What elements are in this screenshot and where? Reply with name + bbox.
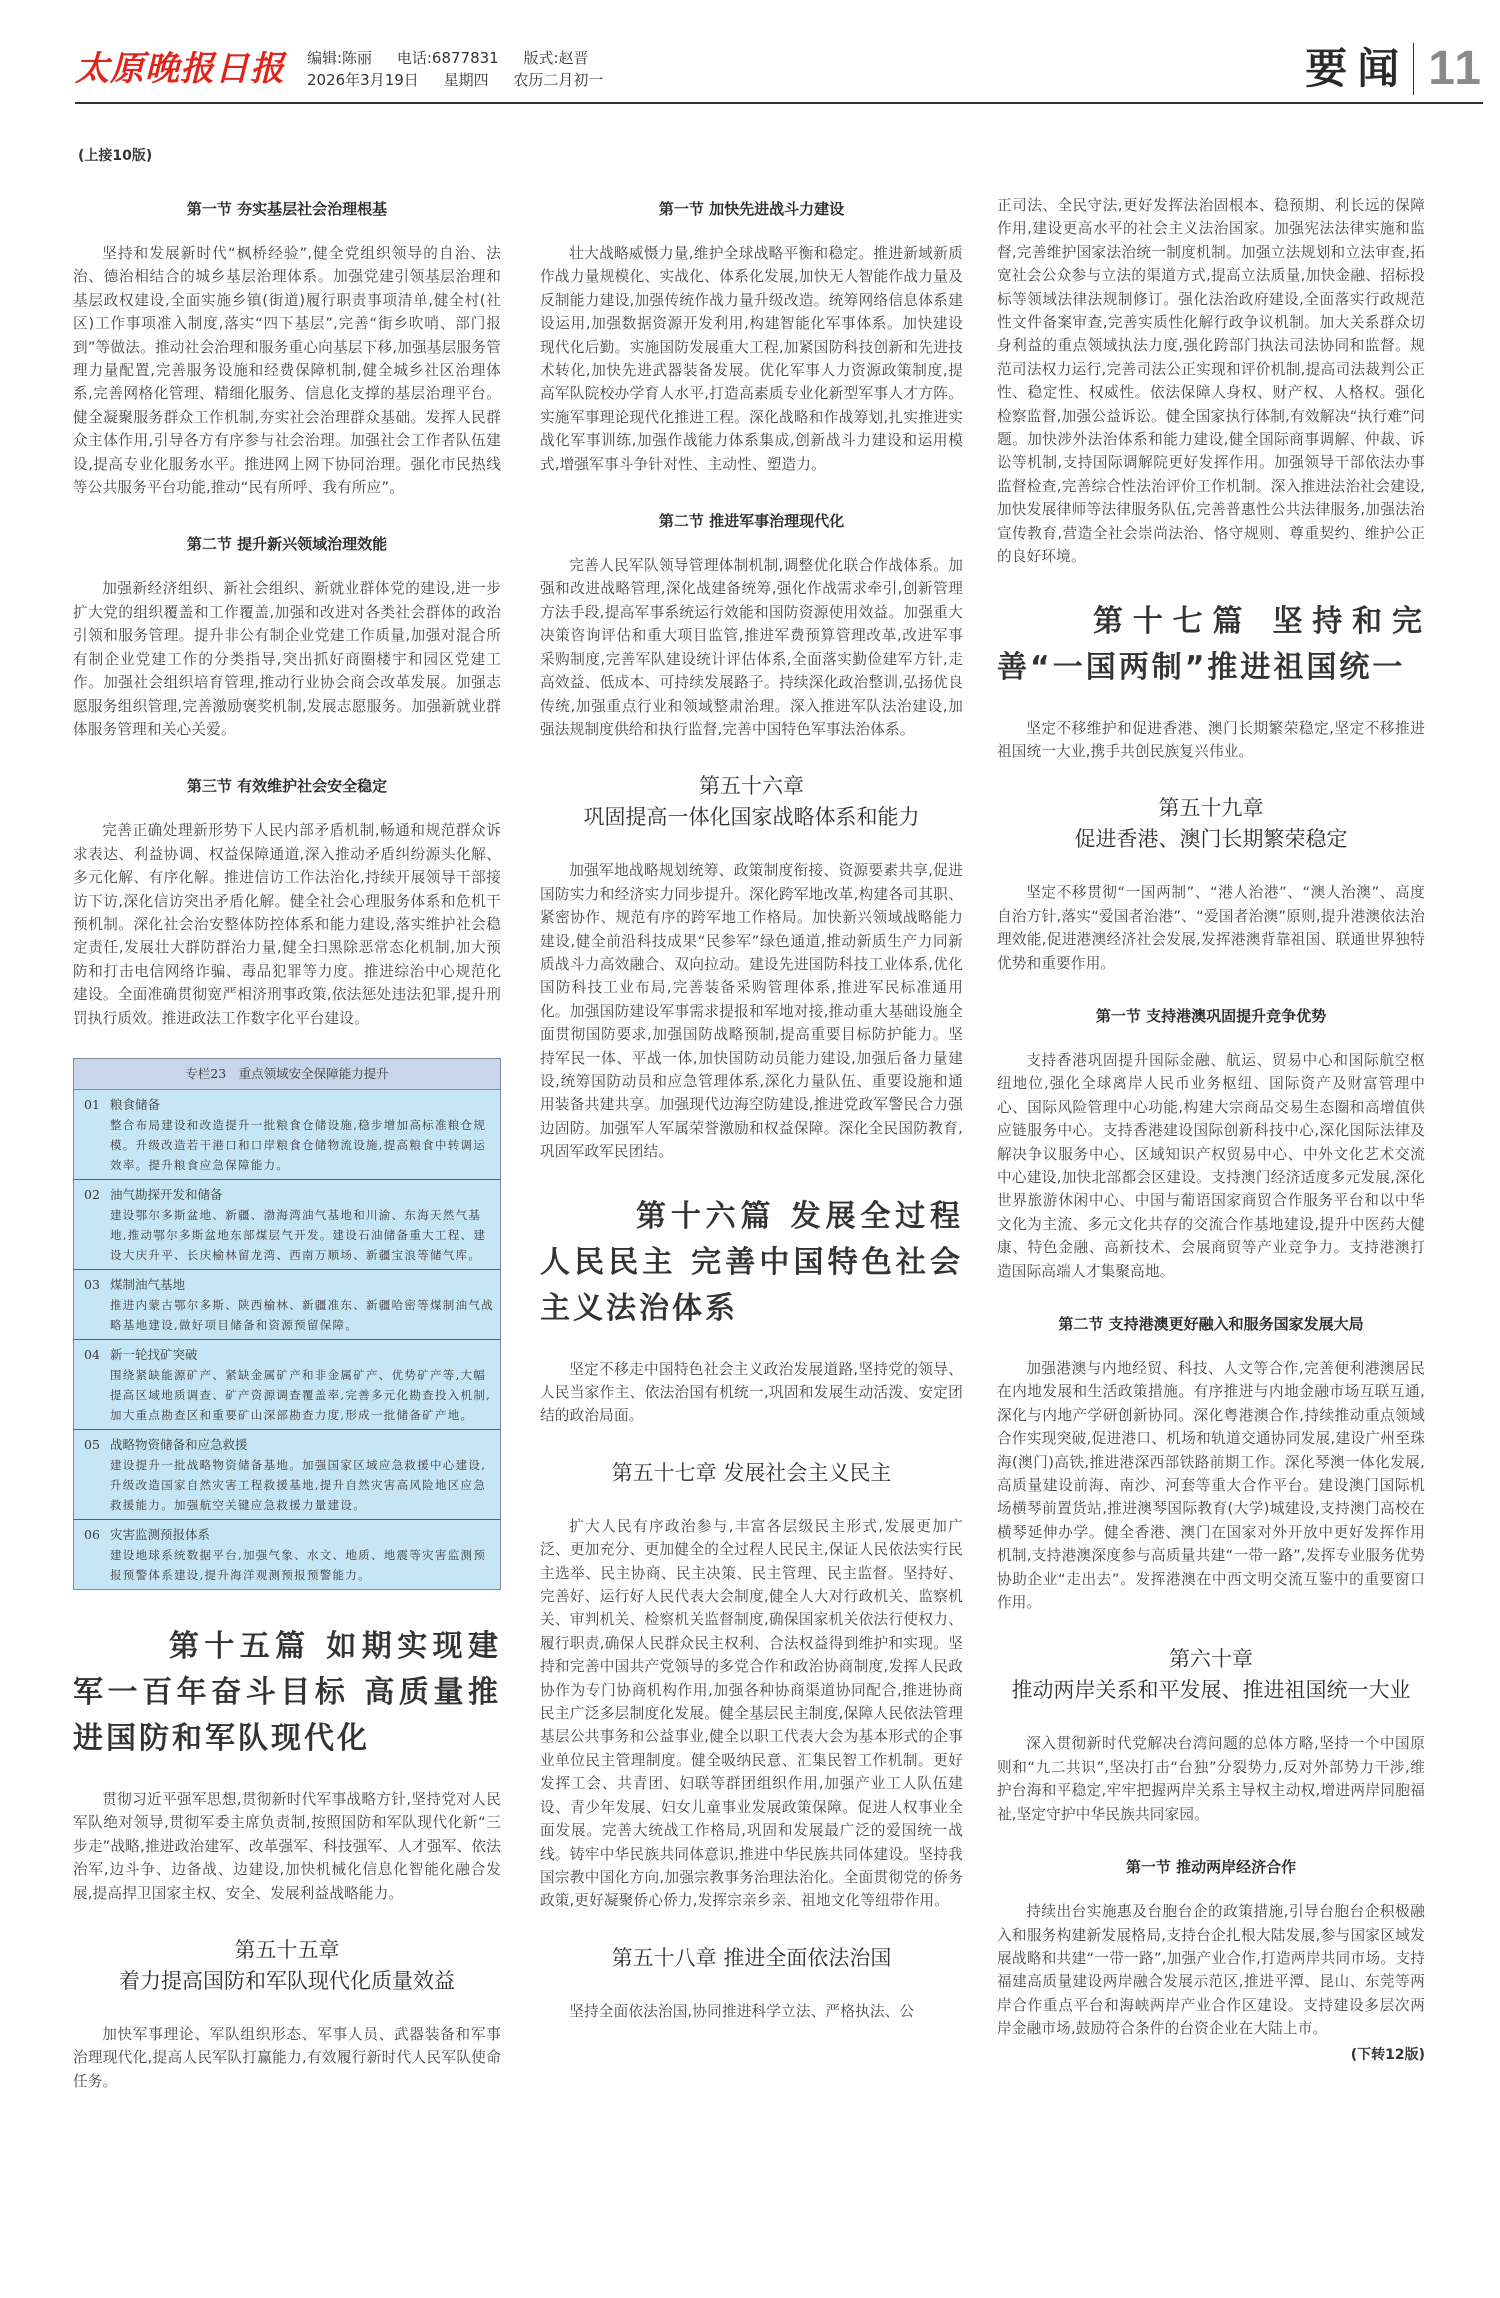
box-item	[74, 1090, 500, 1180]
box-item	[74, 1520, 500, 1589]
section-name: 要闻	[1305, 44, 1410, 93]
section-heading: 第二节 推进军事治理现代化	[658, 512, 845, 531]
section-heading: 第一节 夯实基层社会治理根基	[186, 200, 388, 218]
continued-from: (上接10版)	[78, 148, 153, 164]
part-heading	[73, 1624, 501, 1762]
weekday: 星期四	[443, 71, 489, 89]
item-title: 灾害监测预报体系	[110, 1526, 211, 1542]
item-number: 03	[84, 1276, 100, 1292]
paragraph: 深入贯彻新时代党解决台湾问题的总体方略,坚持一个中国原则和“九二共识”,坚决打击“台独”分裂势力,反对外部势力干涉,维护台海和平稳定,牢牢把握两岸关系主导权主动权,增进两岸同胞福祉,坚定守护中华民族共同家园。	[997, 1735, 1425, 1823]
lunar-date: 农历二月初一	[513, 71, 604, 89]
chapter-title: 着力提高国防和军队现代化质量效益	[119, 1969, 455, 1993]
paragraph: 加快军事理论、军队组织形态、军事人员、武器装备和军事治理现代化,提高人民军队打赢能力,有效履行新时代人民军队使命任务。	[73, 2026, 501, 2090]
item-title: 战略物资储备和应急救援	[110, 1436, 248, 1452]
part-heading	[997, 599, 1425, 691]
paragraph: 加强军地战略规划统筹、政策制度衔接、资源要素共享,促进国防实力和经济实力同步提升。深化跨军地改革,构建各司其职、紧密协作、规范有序的跨军地工作格局。加快新兴领域战略能力建设,健全前沿科技成果“民参军”绿色通道,推动新质生产力同新质战斗力高效融合、双向拉动。建设先进国防科技工业体系,优化国防科技工业布局,完善装备采购管理体系,推进军民标准通用化。加强国防建设军事需求提报和军地对接,推动重大基础设施全面贯彻国防要求,加强国防战略预制,提高重要目标防护能力。坚持军民一体、平战一体,加快国防动员能力建设,加强后备力量建设,统筹国防动员和应急管理体系,深化力量队伍、重要设施和通用装备共建共享。加强现代边海空防建设,推进党政军警民合力强边固防。加强军人军属荣誉激励和权益保障。深化全民国防教育,巩固军政军民团结。	[540, 862, 963, 1161]
item-number: 04	[84, 1346, 100, 1362]
item-title: 新一轮找矿突破	[110, 1346, 198, 1362]
chapter-title: 推动两岸关系和平发展、推进祖国统一大业	[1011, 1678, 1411, 1703]
item-desc: 建设鄂尔多斯盆地、新疆、渤海湾油气基地和川渝、东海天然气基地,推动鄂尔多斯盆地东部煤层气开发。建设石油储备重大工程、建设大庆升平、长庆榆林留龙湾、西南万顺场、新疆宝浪等储气库。	[110, 1207, 487, 1262]
section-heading: 第一节 加快先进战斗力建设	[658, 200, 845, 218]
part-heading-line1: 第十七篇 坚持和完善“一国	[997, 603, 1425, 685]
paragraph: 完善正确处理新形势下人民内部矛盾机制,畅通和规范群众诉求表达、利益协调、权益保障通道,深入推动矛盾纠纷源头化解、多元化解、有序化解。推进信访工作法治化,持续开展领导干部接访下访,深化信访突出矛盾化解。健全社会心理服务体系和危机干预机制。深化社会治安整体防控体系和能力建设,落实维护社会稳定责任,发展壮大群防群治力量,健全扫黑除恶常态化机制,加大预防和打击电信网络诈骗、毒品犯罪等力度。推进综治中心规范化建设。全面准确贯彻宽严相济刑事政策,依法惩处违法犯罪,提升刑罚执行质效。推进政法工作数字化平台建设。	[73, 822, 501, 1027]
chapter-heading	[540, 1943, 963, 1974]
edition-meta	[307, 47, 623, 91]
section-heading: 第二节 支持港澳更好融入和服务国家发展大局	[1058, 1315, 1364, 1333]
page-number: 11	[1428, 42, 1483, 95]
paragraph: 坚持全面依法治国,协同推进科学立法、严格执法、公	[569, 2002, 915, 2020]
chapter-number: 第六十章	[1169, 1647, 1253, 1672]
paragraph: 坚定不移维护和促进香港、澳门长期繁荣稳定,坚定不移推进祖国统一大业,携手共创民族复兴伟业。	[997, 719, 1425, 760]
paragraph: 加强新经济组织、新社会组织、新就业群体党的建设,进一步扩大党的组织覆盖和工作覆盖,加强和改进对各类社会群体的政治引领和服务管理。提升非公有制企业党建工作质量,加强对混合所有制企业党建工作的分类指导,突出抓好商圈楼宇和园区党建工作。加强社会组织培育管理,推动行业协会商会改革发展。加强志愿服务组织管理,完善激励褒奖机制,发展志愿服务。加强新就业群体服务管理和关心关爱。	[73, 580, 501, 738]
continued-to: (下转12版)	[1350, 2046, 1425, 2063]
meta-line-date	[307, 69, 623, 91]
box-title: 专栏23 重点领域安全保障能力提升	[74, 1059, 500, 1090]
divider	[1413, 43, 1414, 95]
phone: 电话:6877831	[396, 49, 499, 67]
paragraph: 坚定不移走中国特色社会主义政治发展道路,坚持党的领导、人民当家作主、依法治国有机统一,巩固和发展生动活泼、安定团结的政治局面。	[540, 1360, 963, 1425]
box-item	[74, 1430, 500, 1520]
section-heading: 第三节 有效维护社会安全稳定	[186, 777, 388, 796]
item-number: 01	[84, 1096, 100, 1112]
chapter-number: 第五十九章	[1158, 796, 1264, 821]
part-heading-rest: 百年奋斗目标 高质量推进国防和军队现代化	[73, 1674, 501, 1756]
section-heading: 第一节 推动两岸经济合作	[1125, 1858, 1297, 1877]
box-item	[74, 1270, 500, 1340]
chapter-heading	[997, 793, 1425, 855]
column-2	[540, 198, 963, 2043]
sidebar-box	[73, 1058, 501, 1590]
issue-date: 2026年3月19日	[307, 71, 419, 89]
paragraph: 坚定不移贯彻“一国两制”、“港人治港”、“澳人治澳”、高度自治方针,落实“爱国者治港”、“爱国者治澳”原则,提升港澳依法治理效能,促进港澳经济社会发展,发挥港澳背靠祖国、联通世界独特优势和重要作用。	[997, 884, 1425, 972]
column-3	[997, 194, 1425, 2065]
meta-line-credits	[307, 47, 623, 69]
masthead	[75, 36, 1483, 104]
item-desc: 建设地球系统数据平台,加强气象、水文、地质、地震等灾害监测预报预警体系建设,提升海洋观测预报预警能力。	[110, 1547, 487, 1582]
item-number: 05	[84, 1436, 100, 1452]
chapter-title: 促进香港、澳门长期繁荣稳定	[1074, 827, 1348, 852]
item-desc: 整合布局建设和改造提升一批粮食仓储设施,稳步增加高标准粮仓规模。升级改造若干港口和口岸粮食仓储物流设施,提高粮食中转调运效率。提升粮食应急保障能力。	[110, 1117, 487, 1172]
paragraph: 持续出台实施惠及台胞台企的政策措施,引导台胞台企积极融入和服务构建新发展格局,支持台企扎根大陆发展,参与国家区域发展战略和共建“一带一路”,加强产业合作,打造两岸共同市场。支持福建高质量建设两岸融合发展示范区,推进平潭、昆山、东莞等两岸合作重点平台和海峡两岸产业合作区建设。支持建设多层次两岸金融市场,鼓励符合条件的台资企业在大陆上市。	[997, 1903, 1425, 2038]
box-item	[74, 1340, 500, 1430]
chapter-heading	[997, 1644, 1425, 1706]
chapter-title: 第五十八章 推进全面依法治国	[611, 1945, 892, 1970]
part-heading-rest: 民主 完善中国特色社会主义法治体系	[540, 1244, 963, 1326]
part-heading-line1: 第十六篇 发展全过程人民	[540, 1198, 963, 1280]
chapter-heading	[73, 1935, 501, 1997]
chapter-number: 第五十五章	[234, 1938, 340, 1962]
chapter-number: 第五十六章	[699, 774, 804, 799]
item-title: 煤制油气基地	[110, 1276, 186, 1292]
paragraph: 完善人民军队领导管理体制机制,调整优化联合作战体系。加强和改进战略管理,深化战建备统筹,强化作战需求牵引,创新管理方法手段,提高军事系统运行效能和国防资源使用效益。加强重大决策咨询评估和重大项目监管,推进军费预算管理改革,改进军事采购制度,完善军队建设统计评估体系,全面落实勤俭建军方针,走高效益、低成本、可持续发展路子。持续深化政治整训,弘扬优良传统,加强重点行业和领域整肃治理。深入推进军队法治建设,加强法规制度供给和执行监督,完善中国特色军事法治体系。	[540, 557, 963, 738]
item-number: 06	[84, 1526, 100, 1542]
paragraph: 加强港澳与内地经贸、科技、人文等合作,完善便利港澳居民在内地发展和生活政策措施。有序推进与内地金融市场互联互通,深化与内地产学研创新协同。深化粤港澳合作,持续推动重点领域合作实现突破,促进港口、机场和轨道交通协同发展,建设广州至珠海(澳门)高铁,推进港深西部铁路前期工作。深化琴澳一体化发展,高质量建设前海、南沙、河套等重大合作平台。建设澳门国际机场横琴前置货站,推进澳琴国际教育(大学)城建设,支持澳门高校在横琴延伸办学。健全香港、澳门在国家对外开放中更好发挥作用机制,支持港澳深度参与高质量共建“一带一路”,发挥专业服务优势协助企业“走出去”。发挥港澳在中西文明交流互鉴中的重要窗口作用。	[997, 1360, 1425, 1612]
paragraph: 壮大战略威慑力量,维护全球战略平衡和稳定。推进新域新质作战力量规模化、实战化、体系化发展,加快无人智能作战力量及反制能力建设,加强传统作战力量升级改造。统筹网络信息体系建设运用,加强数据资源开发利用,构建智能化军事体系。加快建设现代化后勤。实施国防发展重大工程,加紧国防科技创新和先进技术转化,加快先进武器装备发展。优化军事人力资源政策制度,提高军队院校办学育人水平,打造高素质专业化新型军事人才方阵。实施军事理论现代化推进工程。深化战略和作战筹划,扎实推进实战化军事训练,加强作战能力体系集成,创新战斗力建设和运用模式,增强军事斗争针对性、主动性、塑造力。	[540, 245, 963, 473]
part-heading-line1: 第十五篇 如期实现建军一	[73, 1628, 501, 1710]
box-item	[74, 1180, 500, 1270]
item-title: 粮食储备	[110, 1096, 161, 1112]
editor: 编辑:陈丽	[307, 49, 373, 67]
paragraph: 支持香港巩固提升国际金融、航运、贸易中心和国际航空枢纽地位,强化全球离岸人民币业务枢纽、国际资产及财富管理中心、国际风险管理中心功能,构建大宗商品交易生态圈和高增值供应链服务中心。支持香港建设国际创新科技中心,深化国际法律及解决争议服务中心、区域知识产权贸易中心、中外文化艺术交流中心建设,加快北部都会区建设。支持澳门经济适度多元发展,深化世界旅游休闲中心、中国与葡语国家商贸合作服务平台和以中华文化为主流、多元文化共存的交流合作基地建设,提升中医药大健康、特色金融、高新技术、会展商贸等产业竞争力。支持港澳打造国际高端人才集聚高地。	[997, 1051, 1425, 1280]
section-heading: 第一节 支持港澳巩固提升竞争优势	[1095, 1006, 1327, 1025]
part-heading-rest: 两制”推进祖国统一	[1118, 649, 1406, 685]
paragraph: 正司法、全民守法,更好发挥法治固根本、稳预期、利长远的保障作用,建设更高水平的社会主义法治国家。加强宪法法律实施和监督,完善维护国家法治统一制度机制。加强立法规划和立法审查,拓宽社会公众参与立法的渠道方式,提高立法质量,加快金融、招标投标等领域法律法规制修订。强化法治政府建设,全面落实行政规范性文件备案审查,完善实质性化解行政争议机制。加大关系群众切身利益的重点领域执法力度,强化跨部门执法司法协同和监督。规范司法权力运行,完善司法公正实现和评价机制,提高司法裁判公正性、稳定性、权威性。依法保障人身权、财产权、人格权。强化检察监督,加强公益诉讼。健全国家执行体制,有效解决“执行难”问题。加快涉外法治体系和能力建设,健全国际商事调解、仲裁、诉讼等机制,支持国际调解院更好发挥作用。加强领导干部依法办事监督检查,完善综合性法治评价工作机制。深入推进法治社会建设,加快发展律师等法律服务队伍,完善普惠性公共法律服务,加强法治宣传教育,营造全社会崇尚法治、恪守规则、尊重契约、维护公正的良好环境。	[997, 197, 1425, 566]
item-desc: 建设提升一批战略物资储备基地。加强国家区域应急救援中心建设,升级改造国家自然灾害工程救援基地,提升自然灾害高风险地区应急救援能力。加强航空关键应急救援力量建设。	[110, 1457, 487, 1512]
paragraph: 扩大人民有序政治参与,丰富各层级民主形式,发展更加广泛、更加充分、更加健全的全过程人民民主,保证人民依法实行民主选举、民主协商、民主决策、民主管理、民主监督。坚持好、完善好、运行好人民代表大会制度,健全人大对行政机关、监察机关、审判机关、检察机关监督制度,确保国家机关依法行使权力、履行职责,确保人民群众民主权利、合法权益得到维护和实现。坚持和完善中国共产党领导的多党合作和政治协商制度,发挥人民政协作为专门协商机构作用,加强各种协商渠道协同配合,推进协商民主广泛多层制度化发展。健全基层民主制度,保障人民依法管理基层公共事务和公益事业,健全以职工代表大会为基本形式的企事业单位民主管理制度。健全吸纳民意、汇集民智工作机制。更好发挥工会、共青团、妇联等群团组织作用,加强产业工人队伍建设、青少年发展、妇女儿童事业发展政策保障。促进人权事业全面发展。完善大统战工作格局,巩固和发展最广泛的爱国统一战线。铸牢中华民族共同体意识,推进中华民族共同体建设。坚持我国宗教中国化方向,加强宗教事务治理法治化。全面贯彻党的侨务政策,更好凝聚侨心侨力,发挥宗亲乡亲、祖地文化等纽带作用。	[540, 1517, 963, 1910]
newspaper-logo: 太原晚报日报	[75, 49, 285, 89]
chapter-title: 第五十七章 发展社会主义民主	[611, 1460, 892, 1485]
column-1	[73, 198, 501, 2113]
item-desc: 推进内蒙古鄂尔多斯、陕西榆林、新疆准东、新疆哈密等煤制油气战略基地建设,做好项目储备和资源预留保障。	[110, 1297, 494, 1332]
chapter-heading	[540, 1458, 963, 1489]
paragraph: 坚持和发展新时代“枫桥经验”,健全党组织领导的自治、法治、德治相结合的城乡基层治理体系。加强党建引领基层治理和基层政权建设,全面实施乡镇(街道)履行职责事项清单,健全村(社区)工作事项准入制度,落实“四下基层”,完善“街乡吹哨、部门报到”等做法。推动社会治理和服务重心向基层下移,加强基层服务管理力量配置,完善服务设施和经费保障机制,健全城乡社区治理体系,完善网格化管理、精细化服务、信息化支撑的基层治理平台。健全凝聚服务群众工作机制,夯实社会治理群众基础。发挥人民群众主体作用,引导各方有序参与社会治理。加强社会工作者队伍建设,提高专业化服务水平。推进网上网下协同治理。强化市民热线等公共服务平台功能,推动“民有所呼、我有所应”。	[73, 245, 501, 497]
item-number: 02	[84, 1186, 100, 1202]
item-title: 油气勘探开发和储备	[110, 1186, 223, 1202]
part-heading	[540, 1194, 963, 1332]
item-desc: 围绕紧缺能源矿产、紧缺金属矿产和非金属矿产、优势矿产等,大幅提高区域地质调查、矿产资源调查覆盖率,完善多元化勘查投入机制,加大重点勘查区和重要矿山深部勘查力度,形成一批储备矿产地。	[110, 1367, 492, 1422]
chapter-heading	[540, 771, 963, 833]
paragraph: 贯彻习近平强军思想,贯彻新时代军事战略方针,坚持党对人民军队绝对领导,贯彻军委主席负责制,按照国防和军队现代化新“三步走”战略,推进政治建军、改革强军、科技强军、人才强军、依法治军,边斗争、边备战、边建设,加快机械化信息化智能化融合发展,提高捍卫国家主权、安全、发展利益战略能力。	[73, 1790, 501, 1902]
chapter-title: 巩固提高一体化国家战略体系和能力	[583, 805, 920, 830]
layout-designer: 版式:赵晋	[523, 49, 589, 67]
section-heading: 第二节 提升新兴领域治理效能	[186, 535, 388, 554]
